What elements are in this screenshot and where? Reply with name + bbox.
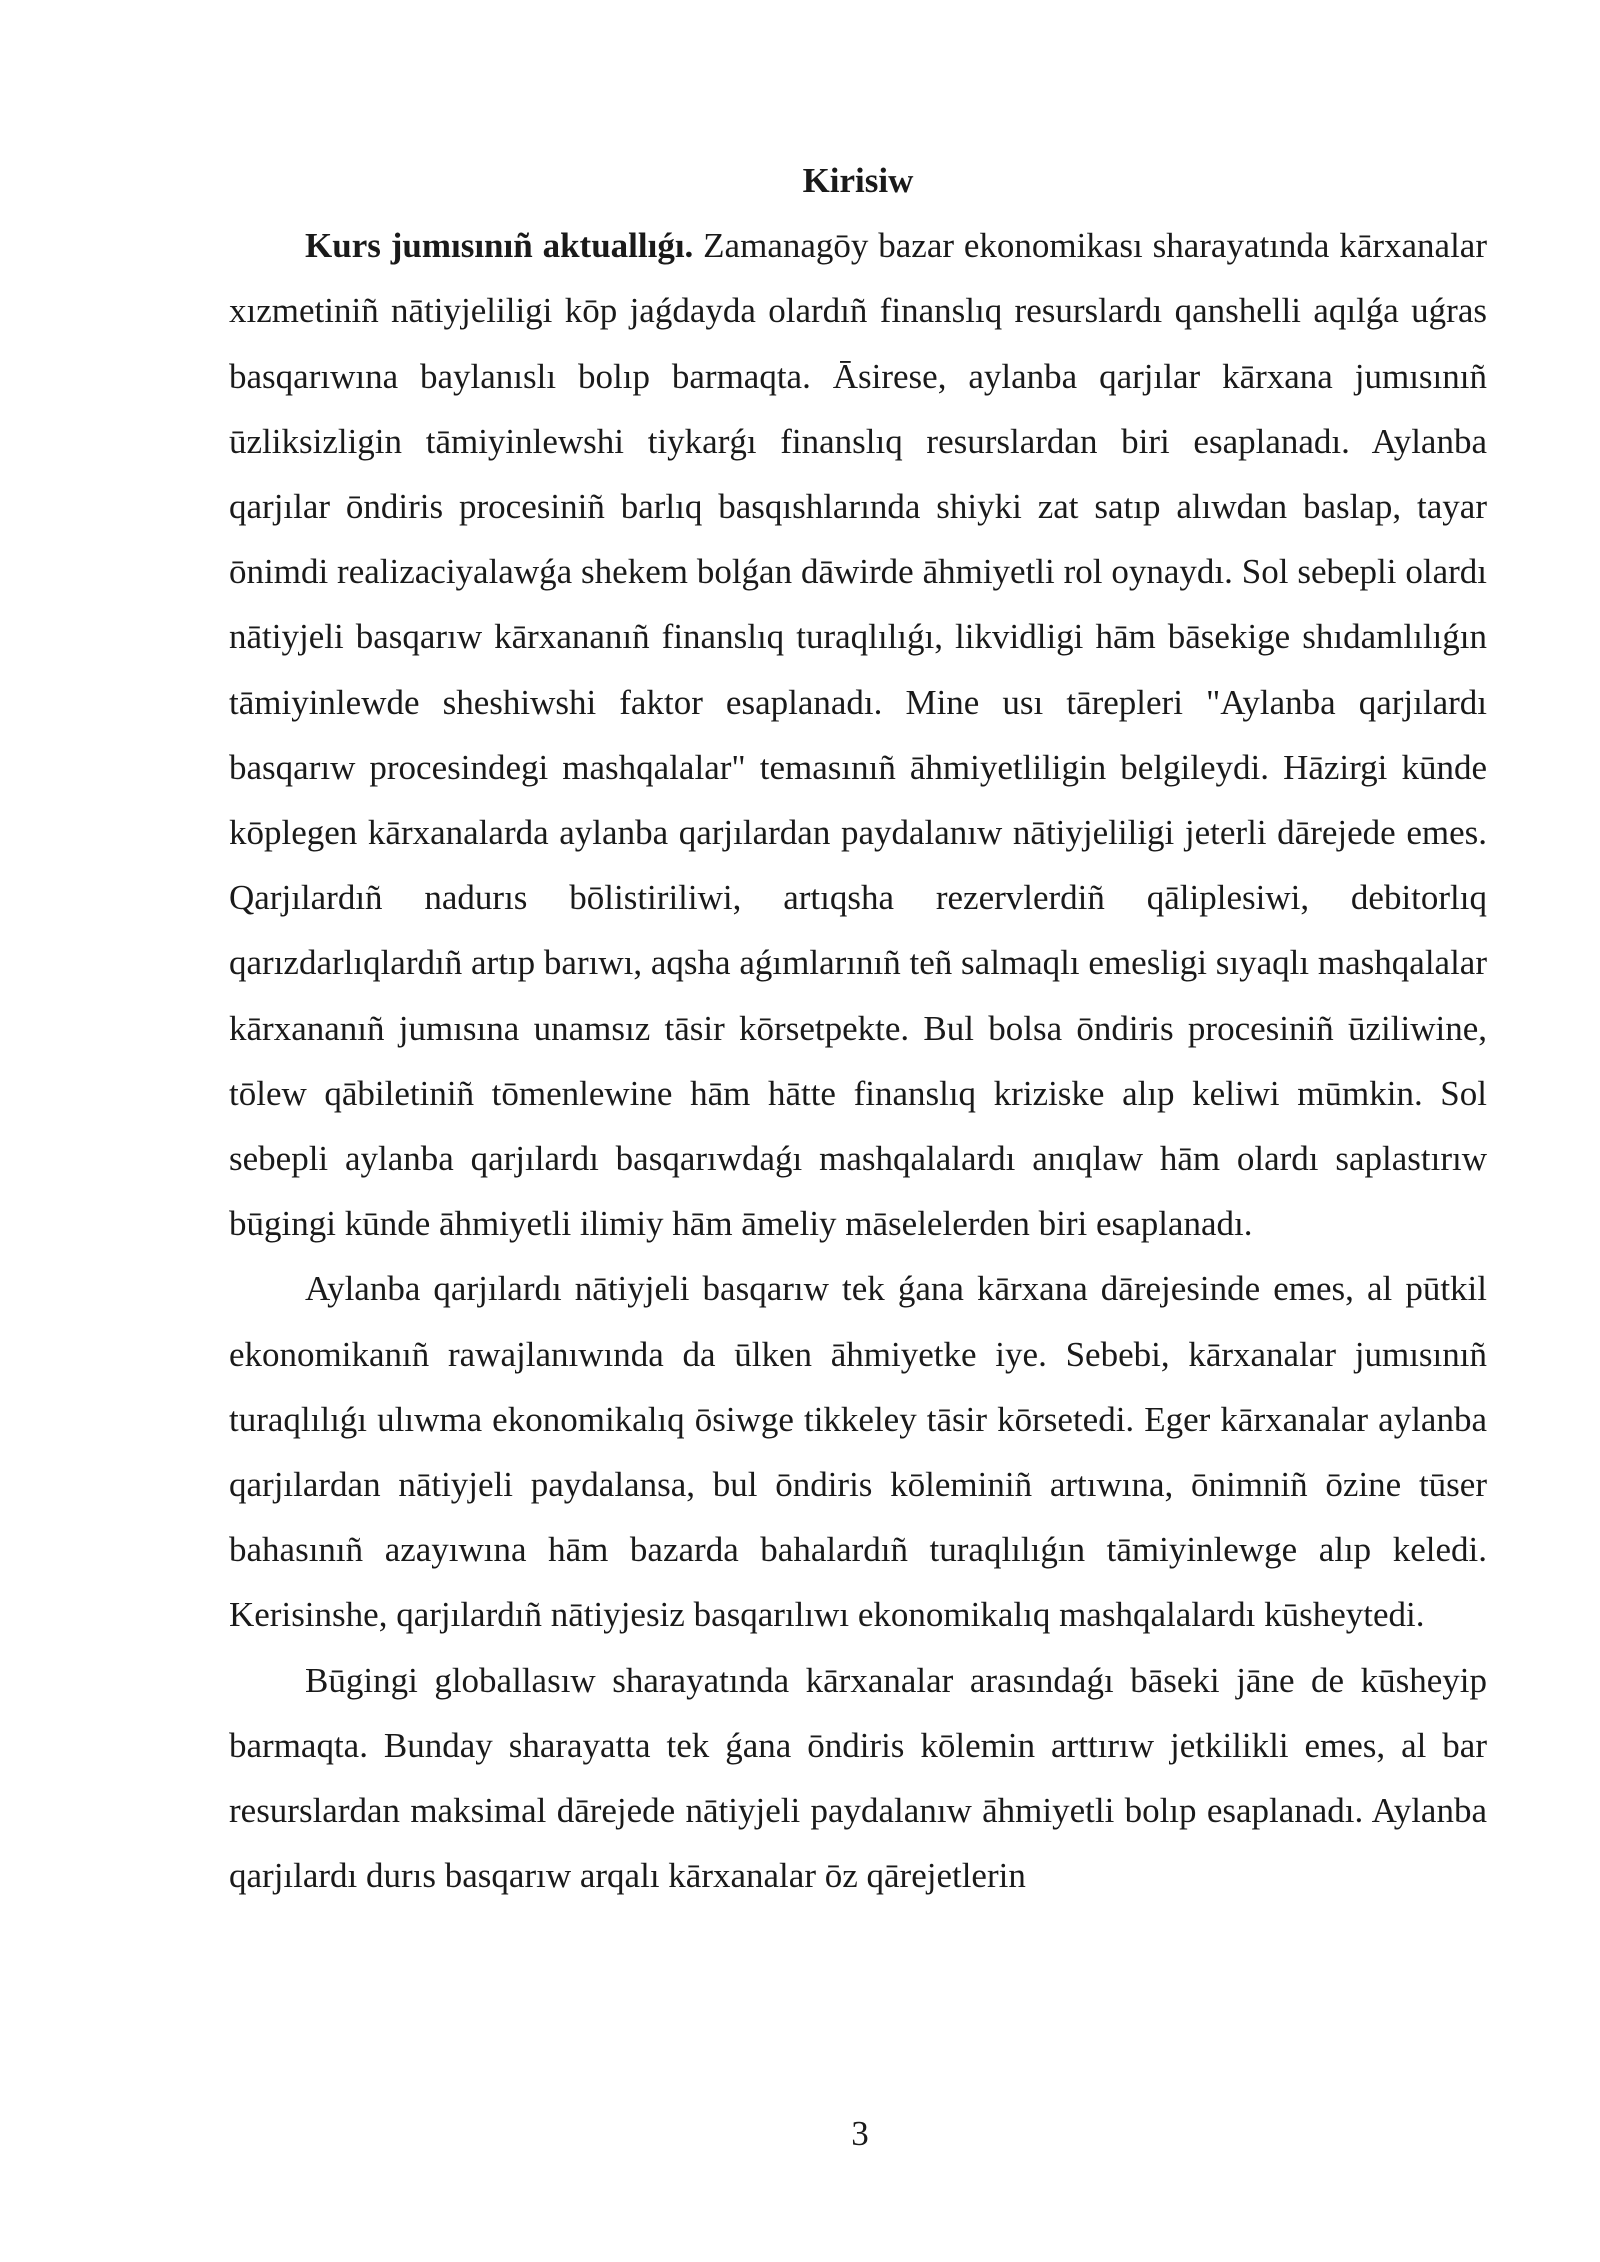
paragraph-text: Būgingi globallasıw sharayatında kārxanalar arasındaǵı bāseki jāne de kūsheyip barmaqta. Bunday sharayatta tek ǵana ōndiris kōlemin arttırıw jetkilikli emes, al bar resurslardan maksimal dārejede nātiyjeli paydalanıw āhmiyetli bolıp esaplanadı. Aylanba qarjılardı durıs basqarıw arqalı kārxanalar ōz qārejetlerin <box>229 1660 1487 1896</box>
paragraph-lead: Kurs jumısınıñ aktuallıǵı. <box>305 226 694 266</box>
paragraph-globalization <box>229 1648 1487 1909</box>
paragraph-text: Zamanagōy bazar ekonomikası sharayatında kārxanalar xızmetiniñ nātiyjeliligi kōp jaǵdayda olardıñ finanslıq resurslardı qanshelli aqılǵa uǵras basqarıwına baylanıslı bolıp barmaqta. Āsirese, aylanba qarjılar kārxana jumısınıñ ūzliksizligin tāmiyinlewshi tiykarǵı finanslıq resurslardan biri esaplanadı. Aylanba qarjılar ōndiris procesiniñ barlıq basqıshlarında shiyki zat satıp alıwdan baslap, tayar ōnimdi realizaciyalawǵa shekem bolǵan dāwirde āhmiyetli rol oynaydı. Sol sebepli olardı nātiyjeli basqarıw kārxananıñ finanslıq turaqlılıǵı, likvidligi hām bāsekige shıdamlılıǵın tāmiyinlewde sheshiwshi faktor esaplanadı. Mine usı tārepleri "Aylanba qarjılardı basqarıw procesindegi mashqalalar" temasınıñ āhmiyetliligin belgileydi. Hāzirgi kūnde kōplegen kārxanalarda aylanba qarjılardan paydalanıw nātiyjeliligi jeterli dārejede emes. Qarjılardıñ nadurıs bōlistiriliwi, artıqsha rezervlerdiñ qāliplesiwi, debitorlıq qarızdarlıqlardıñ artıp barıwı, aqsha aǵımlarınıñ teñ salmaqlı emesligi sıyaqlı mashqalalar kārxananıñ jumısına unamsız tāsir kōrsetpekte. Bul bolsa ōndiris procesiniñ ūziliwine, tōlew qābiletiniñ tōmenlewine hām hātte finanslıq kriziske alıp keliwi mūmkin. Sol sebepli aylanba qarjılardı basqarıwdaǵı mashqalalardı anıqlaw hām olardı saplastırıw būgingi kūnde āhmiyetli ilimiy hām āmeliy māselelerden biri esaplanadı. <box>229 226 1487 1244</box>
page-title: Kirisiw <box>802 161 914 200</box>
paragraph-economy <box>229 1256 1487 1647</box>
paragraph-text: Aylanba qarjılardı nātiyjeli basqarıw tek ǵana kārxana dārejesinde emes, al pūtkil ekonomikanıñ rawajlanıwında da ūlken āhmiyetke iye. Sebebi, kārxanalar jumısınıñ turaqlılıǵı ulıwma ekonomikalıq ōsiwge tikkeley tāsir kōrsetedi. Eger kārxanalar aylanba qarjılardan nātiyjeli paydalansa, bul ōndiris kōleminiñ artıwına, ōnimniñ ōzine tūser bahasınıñ azayıwına hām bazarda bahalardıñ turaqlılıǵın tāmiyinlewge alıp keledi. Kerisinshe, qarjılardıñ nātiyjesiz basqarılıwı ekonomikalıq mashqalalardı kūsheytedi. <box>229 1269 1487 1635</box>
paragraph-relevance <box>229 213 1487 1256</box>
page-number: 3 <box>851 2114 869 2153</box>
page-content <box>229 148 1487 1908</box>
